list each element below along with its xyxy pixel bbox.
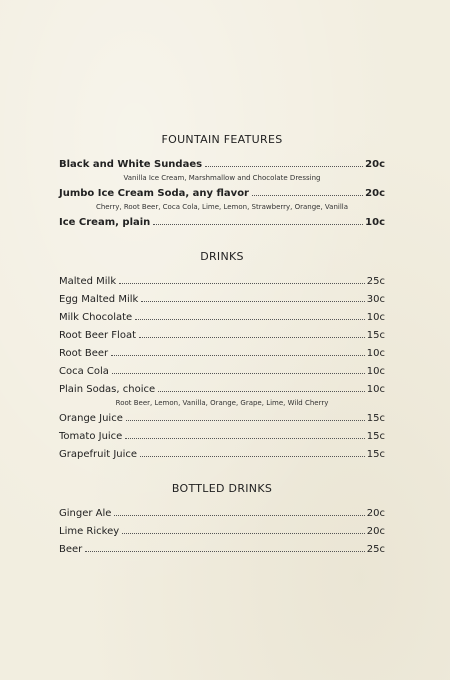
section-title-drinks: DRINKS xyxy=(200,250,244,263)
menu-item-name: Orange Juice xyxy=(59,413,123,424)
dot-leader xyxy=(126,420,365,421)
menu-item-price: 30c xyxy=(366,294,385,305)
dot-leader xyxy=(111,355,365,356)
menu-item-name: Root Beer Float xyxy=(59,330,136,341)
menu-item xyxy=(59,158,385,183)
menu-item-name: Beer xyxy=(59,544,83,555)
menu-item-price: 10c xyxy=(366,348,385,359)
menu-item-price: 10c xyxy=(366,384,385,395)
menu-item-price: 10c xyxy=(366,366,385,377)
section-title-bottled-drinks: BOTTLED DRINKS xyxy=(171,482,273,495)
menu-item-price: 25c xyxy=(366,276,385,287)
menu-item xyxy=(59,383,385,408)
menu-item xyxy=(59,275,385,289)
dot-leader xyxy=(141,301,364,302)
menu-item-price: 10c xyxy=(366,312,385,323)
menu-item-name: Egg Malted Milk xyxy=(59,294,139,305)
menu-item-price: 10c xyxy=(365,217,385,228)
section-title-fountain-features: FOUNTAIN FEATURES xyxy=(161,133,283,146)
menu-item-name: Tomato Juice xyxy=(59,431,123,442)
menu-item-name: Black and White Sundaes xyxy=(59,159,203,170)
menu-item-price: 15c xyxy=(366,330,385,341)
menu-item-price: 20c xyxy=(366,526,385,537)
menu-item xyxy=(59,311,385,325)
menu-item xyxy=(59,293,385,307)
dot-leader xyxy=(205,166,363,167)
menu-item-name: Malted Milk xyxy=(59,276,117,287)
menu-item-price: 20c xyxy=(365,188,385,199)
menu-item-description: Vanilla Ice Cream, Marshmallow and Chocolate Dressing xyxy=(123,174,321,182)
menu-item-name: Jumbo Ice Cream Soda, any flavor xyxy=(59,188,249,199)
menu-item xyxy=(59,412,385,426)
menu-item xyxy=(59,543,385,557)
dot-leader xyxy=(119,283,365,284)
dot-leader xyxy=(135,319,365,320)
dot-leader xyxy=(140,456,365,457)
menu-item xyxy=(59,430,385,444)
menu-item xyxy=(59,347,385,361)
dot-leader xyxy=(125,438,364,439)
menu-item-name: Milk Chocolate xyxy=(59,312,133,323)
menu-item-price: 15c xyxy=(366,431,385,442)
menu-item-price: 15c xyxy=(366,413,385,424)
menu-item-name: Coca Cola xyxy=(59,366,109,377)
menu-item xyxy=(59,507,385,521)
menu-item-price: 20c xyxy=(365,159,385,170)
dot-leader xyxy=(112,373,365,374)
menu-item-name: Plain Sodas, choice xyxy=(59,384,156,395)
dot-leader xyxy=(122,533,365,534)
menu-item-name: Grapefruit Juice xyxy=(59,449,138,460)
menu-item xyxy=(59,525,385,539)
menu-item-description: Cherry, Root Beer, Coca Cola, Lime, Lemon, Strawberry, Orange, Vanilla xyxy=(95,203,349,211)
menu-item xyxy=(59,448,385,462)
menu-item xyxy=(59,216,385,230)
dot-leader xyxy=(114,515,364,516)
menu-item xyxy=(59,187,385,212)
dot-leader xyxy=(158,391,365,392)
dot-leader xyxy=(139,337,365,338)
menu-content xyxy=(59,133,385,561)
menu-item-name: Ice Cream, plain xyxy=(59,217,151,228)
menu-item-price: 15c xyxy=(366,449,385,460)
menu-item-name: Ginger Ale xyxy=(59,508,112,519)
menu-item-price: 25c xyxy=(366,544,385,555)
dot-leader xyxy=(85,551,364,552)
menu-item xyxy=(59,329,385,343)
menu-item xyxy=(59,365,385,379)
dot-leader xyxy=(153,224,363,225)
menu-item-name: Lime Rickey xyxy=(59,526,120,537)
menu-item-description: Root Beer, Lemon, Vanilla, Orange, Grape, Lime, Wild Cherry xyxy=(115,399,329,407)
menu-item-price: 20c xyxy=(366,508,385,519)
dot-leader xyxy=(252,195,363,196)
menu-item-name: Root Beer xyxy=(59,348,109,359)
